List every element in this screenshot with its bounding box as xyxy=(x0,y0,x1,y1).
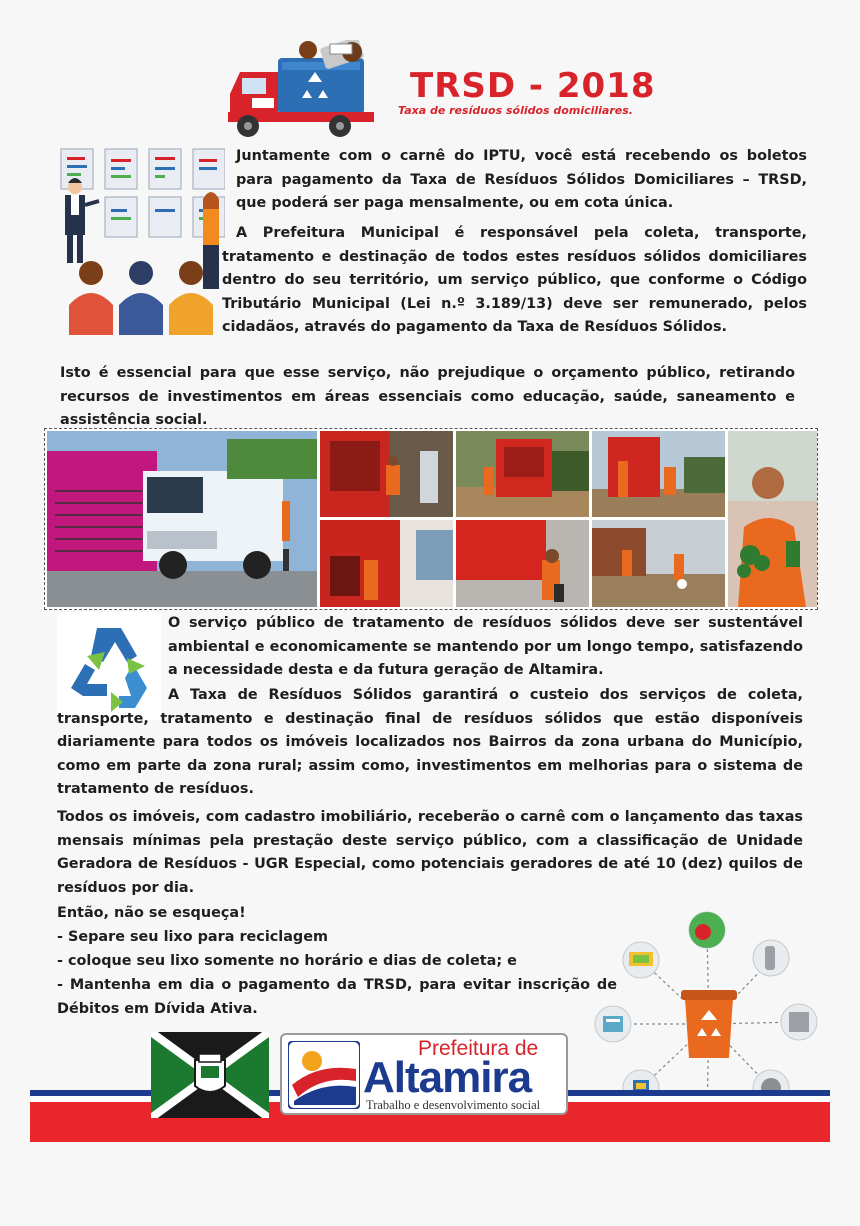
logo-line-2: Altamira xyxy=(363,1053,532,1102)
logo-line-1: Prefeitura de xyxy=(418,1037,539,1060)
collection-photo-3 xyxy=(592,431,725,517)
garbage-truck-icon xyxy=(222,40,382,140)
funding-paragraph: A Taxa de Resíduos Sólidos garantirá o custeio dos serviços de coleta, transporte, tratamento e destinação final de resíduos sólidos que estão disponíveis diariamente para todos os imóveis localizados nos Bairros da zona urbana do Município, como em parte da zona rural; assim como, investimentos em melhorias para o sistema de tratamento de resíduos. xyxy=(57,687,803,797)
essential-paragraph: Isto é essencial para que esse serviço, não prejudique o orçamento público, retirando recursos de investimentos em áreas essenciais como educação, saúde, saneamento e assistência social. xyxy=(60,365,795,428)
collection-photo-1 xyxy=(320,431,453,517)
reminder-item: - coloque seu lixo somente no horário e dias de coleta; e xyxy=(57,953,517,969)
municipal-flag-icon xyxy=(151,1032,269,1118)
document-title: TRSD - 2018 xyxy=(410,66,656,106)
reminder-item: - Separe seu lixo para reciclagem xyxy=(57,929,328,945)
document-subtitle: Taxa de resíduos sólidos domiciliares. xyxy=(398,104,633,117)
reminder-item: - Mantenha em dia o pagamento da TRSD, para evitar inscrição de Débitos em Dívida Ativa. xyxy=(57,977,617,1017)
altamira-logo xyxy=(280,1033,568,1115)
responsibility-paragraph: A Prefeitura Municipal é responsável pela coleta, transporte, tratamento e destinação de todos estes resíduos sólidos domiciliares dentro do seu território, um serviço público, que conforme o Código Tributário Municipal (Lei n.º 3.189/13) deve ser remunerado, pelos cidadãos, através do pagamento da Taxa de Resíduos Sólidos. xyxy=(222,225,807,335)
logo-tagline: Trabalho e desenvolvimento social xyxy=(366,1098,541,1112)
collection-photo-2 xyxy=(456,431,589,517)
collection-photo-4 xyxy=(320,520,453,607)
photo-collage xyxy=(44,428,818,610)
presentation-illustration xyxy=(53,145,225,335)
property-paragraph: Todos os imóveis, com cadastro imobiliário, receberão o carnê com o lançamento das taxas mensais mínimas pela prestação deste serviço público, com a classificação de Unidade Geradora de Resíduos - UGR Especial, como potenciais geradores de até 10 (dez) quilos de resíduos por dia. xyxy=(57,809,803,896)
reminder-heading: Então, não se esqueça! xyxy=(57,905,246,921)
collection-photo-5 xyxy=(456,520,589,607)
sustainability-paragraph: O serviço público de tratamento de resíduos sólidos deve ser sustentável ambiental e economicamente se mantendo por um longo tempo, satisfazendo a necessidade desta e da futura geração de Altamira. xyxy=(168,615,803,678)
worker-portrait-photo xyxy=(728,431,817,607)
truck-photo xyxy=(47,431,317,607)
logo-emblem-icon xyxy=(288,1041,360,1109)
collection-photo-6 xyxy=(592,520,725,607)
intro-paragraph: Juntamente com o carnê do IPTU, você está recebendo os boletos para pagamento da Taxa de Resíduos Sólidos Domiciliares – TRSD, que poderá ser paga mensalmente, ou em cota única. xyxy=(236,148,807,211)
